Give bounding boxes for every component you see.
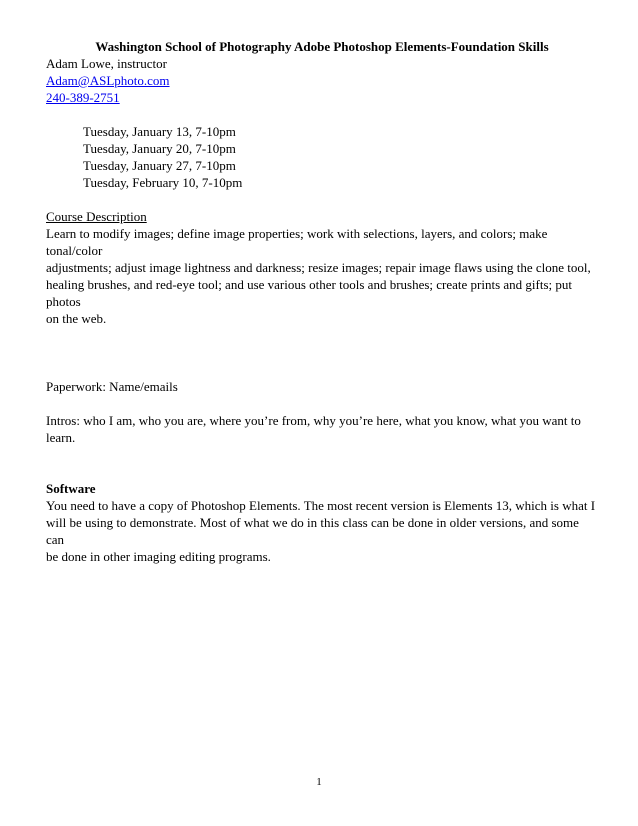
schedule-date: Tuesday, January 13, 7-10pm — [83, 124, 236, 139]
spacer — [46, 446, 598, 480]
phone-link-text[interactable]: 240-389-2751 — [46, 90, 120, 105]
document-body — [46, 38, 598, 565]
course-description-text — [46, 225, 598, 327]
software-line: be done in other imaging editing programs. — [46, 549, 271, 564]
intros-note: Intros: who I am, who you are, where you’re from, why you’re here, what you know, what you want to learn. — [46, 413, 581, 445]
page-number: 1 — [316, 776, 322, 788]
spacer — [46, 361, 598, 378]
instructor-phone-link[interactable] — [46, 89, 598, 106]
class-schedule — [46, 123, 598, 191]
spacer — [46, 327, 598, 361]
email-link-text[interactable]: Adam@ASLphoto.com — [46, 73, 170, 88]
spacer — [46, 395, 598, 412]
software-text — [46, 497, 598, 565]
software-line: You need to have a copy of Photoshop Elements. The most recent version is Elements 13, which is what I — [46, 498, 596, 513]
instructor-email-link[interactable] — [46, 72, 598, 89]
document-title: Washington School of Photography Adobe Photoshop Elements-Foundation Skills — [95, 39, 549, 54]
course-description-line: Learn to modify images; define image properties; work with selections, layers, and colors; make tonal/color — [46, 226, 548, 258]
paperwork-note: Paperwork: Name/emails — [46, 379, 178, 394]
course-description-line: healing brushes, and red-eye tool; and use various other tools and brushes; create prints and gifts; put photos — [46, 277, 573, 309]
course-description-heading: Course Description — [46, 209, 147, 224]
schedule-date: Tuesday, February 10, 7-10pm — [83, 175, 243, 190]
course-description-line: adjustments; adjust image lightness and darkness; resize images; repair image flaws using the clone tool, — [46, 260, 591, 275]
instructor-name: Adam Lowe, instructor — [46, 56, 167, 71]
course-description-line: on the web. — [46, 311, 107, 326]
software-heading: Software — [46, 481, 96, 496]
schedule-date: Tuesday, January 20, 7-10pm — [83, 141, 236, 156]
schedule-date: Tuesday, January 27, 7-10pm — [83, 158, 236, 173]
spacer — [46, 191, 598, 208]
software-line: will be using to demonstrate. Most of what we do in this class can be done in older versions, and some can — [46, 515, 579, 547]
